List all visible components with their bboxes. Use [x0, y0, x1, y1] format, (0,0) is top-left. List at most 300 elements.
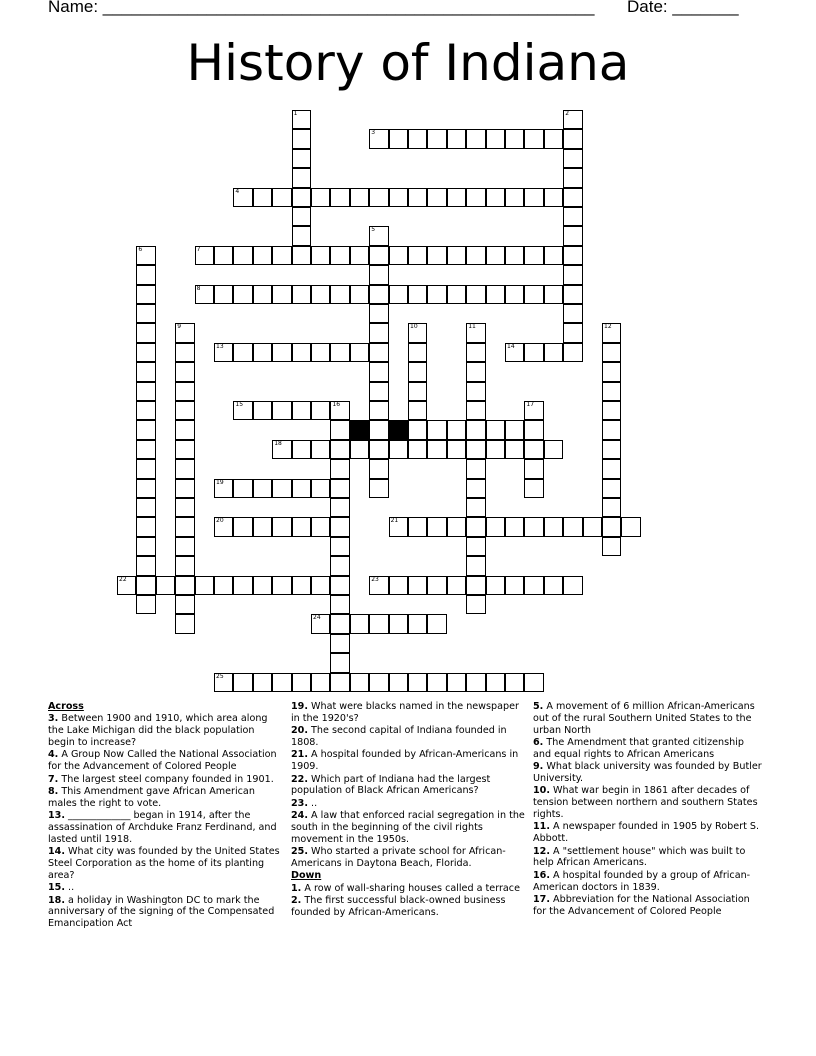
grid-cell[interactable]: [389, 246, 408, 265]
grid-cell[interactable]: [466, 576, 485, 595]
grid-cell[interactable]: [505, 440, 524, 459]
clue-text: A "settlement house" which was built to help African Americans.: [533, 845, 746, 869]
grid-cell[interactable]: [505, 420, 524, 439]
grid-cell[interactable]: [136, 343, 155, 362]
grid-cell[interactable]: [427, 440, 446, 459]
grid-cell[interactable]: [408, 614, 427, 633]
grid-cell[interactable]: [272, 285, 291, 304]
clue-number: 15: [235, 401, 244, 408]
clues-column-3: [533, 701, 765, 918]
grid-cell[interactable]: [350, 343, 369, 362]
clue-text: Abbreviation for the National Association for the Advancement of Colored People: [533, 893, 750, 917]
grid-cell[interactable]: [330, 498, 349, 517]
grid-cell[interactable]: [447, 576, 466, 595]
grid-cell[interactable]: [505, 576, 524, 595]
grid-cell[interactable]: [447, 285, 466, 304]
grid-cell[interactable]: [563, 226, 582, 245]
grid-cell[interactable]: [292, 149, 311, 168]
grid-cell[interactable]: [369, 420, 388, 439]
grid-cell[interactable]: [389, 440, 408, 459]
grid-cell[interactable]: [175, 323, 194, 342]
grid-cell[interactable]: [602, 537, 621, 556]
grid-cell[interactable]: [486, 420, 505, 439]
grid-cell[interactable]: [233, 401, 252, 420]
grid-cell[interactable]: [156, 576, 175, 595]
grid-cell[interactable]: [350, 246, 369, 265]
grid-cell[interactable]: [136, 595, 155, 614]
grid-cell[interactable]: [311, 479, 330, 498]
grid-cell[interactable]: [389, 576, 408, 595]
grid-cell[interactable]: [447, 246, 466, 265]
grid-cell[interactable]: [583, 517, 602, 536]
grid-cell[interactable]: [233, 188, 252, 207]
grid-cell[interactable]: [486, 576, 505, 595]
grid-cell[interactable]: [427, 420, 446, 439]
grid-cell[interactable]: [253, 517, 272, 536]
grid-cell[interactable]: [292, 401, 311, 420]
clue-number: 11: [468, 323, 476, 331]
grid-cell[interactable]: [427, 188, 446, 207]
grid-cell[interactable]: [175, 537, 194, 556]
grid-cell[interactable]: [447, 420, 466, 439]
grid-cell[interactable]: [524, 517, 543, 536]
grid-cell[interactable]: [369, 479, 388, 498]
grid-cell[interactable]: [369, 440, 388, 459]
grid-cell[interactable]: [563, 517, 582, 536]
grid-cell[interactable]: [175, 343, 194, 362]
grid-cell[interactable]: [466, 420, 485, 439]
grid-cell[interactable]: [466, 479, 485, 498]
grid-cell[interactable]: [427, 517, 446, 536]
grid-cell[interactable]: [214, 479, 233, 498]
grid-cell[interactable]: [466, 440, 485, 459]
clue-item: [533, 761, 765, 785]
grid-cell[interactable]: [427, 246, 446, 265]
grid-cell[interactable]: [505, 517, 524, 536]
grid-cell[interactable]: [214, 285, 233, 304]
grid-cell[interactable]: [466, 246, 485, 265]
grid-cell[interactable]: [233, 576, 252, 595]
grid-cell[interactable]: [330, 459, 349, 478]
grid-cell[interactable]: [330, 634, 349, 653]
grid-cell[interactable]: [195, 246, 214, 265]
grid-cell[interactable]: [505, 285, 524, 304]
grid-cell[interactable]: [292, 576, 311, 595]
grid-cell[interactable]: [524, 673, 543, 692]
grid-cell[interactable]: [195, 576, 214, 595]
grid-cell[interactable]: [136, 265, 155, 284]
grid-cell[interactable]: [466, 129, 485, 148]
grid-cell[interactable]: [311, 440, 330, 459]
grid-cell[interactable]: [486, 517, 505, 536]
grid-cell[interactable]: [253, 673, 272, 692]
grid-cell[interactable]: [292, 673, 311, 692]
grid-cell[interactable]: [563, 149, 582, 168]
grid-cell[interactable]: [544, 343, 563, 362]
grid-cell[interactable]: [447, 188, 466, 207]
grid-cell[interactable]: [524, 129, 543, 148]
grid-cell[interactable]: [427, 129, 446, 148]
grid-cell[interactable]: [272, 343, 291, 362]
grid-cell[interactable]: [544, 517, 563, 536]
grid-cell[interactable]: [466, 459, 485, 478]
grid-cell[interactable]: [602, 498, 621, 517]
grid-cell[interactable]: [175, 595, 194, 614]
grid-cell[interactable]: [602, 420, 621, 439]
grid-cell[interactable]: [233, 517, 252, 536]
grid-cell[interactable]: [233, 246, 252, 265]
grid-cell[interactable]: [389, 129, 408, 148]
grid-cell[interactable]: [389, 614, 408, 633]
grid-cell[interactable]: [602, 343, 621, 362]
grid-cell[interactable]: [505, 129, 524, 148]
grid-cell[interactable]: [369, 129, 388, 148]
grid-cell[interactable]: [253, 246, 272, 265]
grid-cell[interactable]: [369, 226, 388, 245]
grid-cell[interactable]: [563, 110, 582, 129]
grid-cell[interactable]: [272, 576, 291, 595]
grid-cell[interactable]: [175, 362, 194, 381]
clue-number: 2: [565, 110, 570, 117]
clue-text: What city was founded by the United States Steel Corporation as the home of its planting area?: [48, 846, 280, 881]
grid-cell[interactable]: [292, 129, 311, 148]
grid-cell[interactable]: [117, 576, 136, 595]
grid-cell[interactable]: [350, 440, 369, 459]
grid-cell[interactable]: [369, 304, 388, 323]
grid-cell[interactable]: [369, 246, 388, 265]
grid-cell[interactable]: [330, 285, 349, 304]
grid-cell[interactable]: [369, 323, 388, 342]
grid-cell[interactable]: [563, 207, 582, 226]
grid-cell[interactable]: [563, 129, 582, 148]
grid-cell[interactable]: [466, 323, 485, 342]
grid-cell[interactable]: [466, 285, 485, 304]
clue-text: What were blacks named in the newspaper in the 1920's?: [291, 701, 519, 724]
grid-cell[interactable]: [563, 576, 582, 595]
grid-cell[interactable]: [408, 129, 427, 148]
grid-cell[interactable]: [330, 614, 349, 633]
grid-cell[interactable]: [544, 285, 563, 304]
grid-cell[interactable]: [175, 382, 194, 401]
grid-cell[interactable]: [272, 517, 291, 536]
grid-cell[interactable]: [369, 285, 388, 304]
grid-cell[interactable]: [292, 207, 311, 226]
grid-cell[interactable]: [369, 401, 388, 420]
grid-cell[interactable]: [330, 653, 349, 672]
grid-cell[interactable]: [486, 440, 505, 459]
grid-cell[interactable]: [292, 479, 311, 498]
grid-cell[interactable]: [563, 304, 582, 323]
grid-cell[interactable]: [330, 343, 349, 362]
grid-cell[interactable]: [369, 343, 388, 362]
down-clue-list-continued: [533, 701, 765, 918]
grid-cell[interactable]: [563, 343, 582, 362]
clue-number: 21: [390, 517, 399, 525]
grid-cell[interactable]: [408, 246, 427, 265]
grid-cell[interactable]: [447, 440, 466, 459]
grid-cell[interactable]: [369, 614, 388, 633]
grid-cell[interactable]: [253, 188, 272, 207]
grid-cell[interactable]: [330, 420, 349, 439]
grid-cell[interactable]: [175, 479, 194, 498]
grid-cell[interactable]: [524, 188, 543, 207]
grid-cell[interactable]: [466, 382, 485, 401]
grid-cell[interactable]: [175, 459, 194, 478]
grid-cell[interactable]: [311, 246, 330, 265]
grid-cell[interactable]: [427, 614, 446, 633]
grid-cell[interactable]: [427, 285, 446, 304]
grid-cell[interactable]: [466, 537, 485, 556]
clue-number: 17: [526, 401, 535, 408]
grid-cell[interactable]: [524, 246, 543, 265]
grid-cell[interactable]: [524, 576, 543, 595]
grid-cell[interactable]: [408, 401, 427, 420]
grid-cell[interactable]: [292, 246, 311, 265]
grid-cell[interactable]: [214, 343, 233, 362]
grid-cell[interactable]: [369, 459, 388, 478]
grid-cell[interactable]: [563, 265, 582, 284]
grid-cell[interactable]: [253, 285, 272, 304]
grid-cell[interactable]: [175, 401, 194, 420]
grid-cell[interactable]: [195, 285, 214, 304]
grid-cell[interactable]: [466, 498, 485, 517]
grid-cell[interactable]: [408, 285, 427, 304]
grid-cell[interactable]: [389, 285, 408, 304]
grid-cell[interactable]: [136, 440, 155, 459]
clue-number: 18: [274, 439, 282, 447]
grid-cell[interactable]: [466, 556, 485, 575]
grid-cell[interactable]: [233, 673, 252, 692]
grid-cell[interactable]: [544, 246, 563, 265]
grid-cell[interactable]: [350, 614, 369, 633]
grid-cell[interactable]: [311, 673, 330, 692]
grid-cell[interactable]: [330, 595, 349, 614]
grid-cell[interactable]: [175, 517, 194, 536]
grid-cell[interactable]: [447, 673, 466, 692]
grid-cell[interactable]: [524, 459, 543, 478]
grid-cell[interactable]: [311, 285, 330, 304]
grid-cell[interactable]: [408, 323, 427, 342]
grid-cell[interactable]: [292, 285, 311, 304]
grid-cell[interactable]: [602, 459, 621, 478]
grid-cell[interactable]: [544, 440, 563, 459]
clue-number: 9: [177, 323, 182, 331]
grid-cell[interactable]: [272, 440, 291, 459]
grid-cell[interactable]: [466, 401, 485, 420]
clue-item: [48, 713, 280, 748]
grid-cell[interactable]: [175, 420, 194, 439]
grid-cell[interactable]: [621, 517, 640, 536]
grid-cell[interactable]: [427, 576, 446, 595]
grid-cell[interactable]: [544, 576, 563, 595]
grid-cell[interactable]: [311, 188, 330, 207]
grid-cell[interactable]: [447, 129, 466, 148]
grid-cell[interactable]: [214, 517, 233, 536]
grid-cell[interactable]: [505, 673, 524, 692]
grid-cell[interactable]: [330, 188, 349, 207]
grid-cell[interactable]: [136, 246, 155, 265]
grid-cell[interactable]: [311, 576, 330, 595]
grid-cell[interactable]: [486, 673, 505, 692]
grid-cell[interactable]: [389, 517, 408, 536]
grid-cell[interactable]: [466, 188, 485, 207]
grid-cell[interactable]: [524, 479, 543, 498]
grid-cell[interactable]: [136, 479, 155, 498]
grid-cell[interactable]: [563, 285, 582, 304]
grid-cell[interactable]: [602, 479, 621, 498]
grid-cell[interactable]: [136, 556, 155, 575]
clue-item: [533, 846, 765, 870]
grid-cell[interactable]: [466, 517, 485, 536]
grid-cell[interactable]: [330, 673, 349, 692]
grid-cell[interactable]: [136, 401, 155, 420]
grid-cell[interactable]: [486, 188, 505, 207]
grid-cell[interactable]: [544, 188, 563, 207]
grid-cell[interactable]: [524, 343, 543, 362]
grid-cell[interactable]: [330, 401, 349, 420]
grid-cell[interactable]: [136, 537, 155, 556]
grid-cell[interactable]: [233, 285, 252, 304]
grid-cell[interactable]: [524, 285, 543, 304]
clue-item: [48, 786, 280, 810]
grid-cell[interactable]: [214, 673, 233, 692]
clue-item: [48, 810, 280, 845]
grid-cell[interactable]: [350, 673, 369, 692]
grid-cell[interactable]: [175, 556, 194, 575]
grid-cell[interactable]: [292, 343, 311, 362]
grid-cell[interactable]: [292, 226, 311, 245]
grid-cell[interactable]: [214, 246, 233, 265]
grid-cell[interactable]: [408, 517, 427, 536]
grid-cell[interactable]: [136, 382, 155, 401]
grid-cell[interactable]: [505, 246, 524, 265]
grid-cell[interactable]: [602, 517, 621, 536]
grid-cell[interactable]: [253, 576, 272, 595]
grid-cell[interactable]: [272, 401, 291, 420]
grid-cell[interactable]: [408, 343, 427, 362]
grid-cell[interactable]: [408, 188, 427, 207]
grid-cell[interactable]: [466, 343, 485, 362]
grid-cell[interactable]: [214, 576, 233, 595]
grid-cell[interactable]: [311, 517, 330, 536]
grid-cell[interactable]: [505, 188, 524, 207]
grid-cell[interactable]: [175, 614, 194, 633]
grid-cell[interactable]: [408, 362, 427, 381]
grid-cell[interactable]: [486, 246, 505, 265]
grid-cell[interactable]: [233, 343, 252, 362]
grid-cell[interactable]: [311, 614, 330, 633]
grid-cell[interactable]: [272, 479, 291, 498]
grid-cell[interactable]: [330, 576, 349, 595]
grid-cell[interactable]: [292, 168, 311, 187]
grid-cell[interactable]: [136, 285, 155, 304]
grid-cell[interactable]: [136, 517, 155, 536]
grid-cell[interactable]: [486, 285, 505, 304]
grid-cell[interactable]: [272, 188, 291, 207]
grid-cell[interactable]: [292, 188, 311, 207]
grid-cell[interactable]: [466, 673, 485, 692]
grid-cell[interactable]: [602, 440, 621, 459]
grid-cell[interactable]: [292, 110, 311, 129]
grid-cell[interactable]: [408, 440, 427, 459]
grid-cell[interactable]: [602, 382, 621, 401]
grid-cell[interactable]: [136, 420, 155, 439]
grid-cell[interactable]: [427, 673, 446, 692]
grid-cell[interactable]: [369, 362, 388, 381]
grid-cell[interactable]: [505, 343, 524, 362]
grid-cell[interactable]: [389, 188, 408, 207]
grid-cell[interactable]: [369, 265, 388, 284]
grid-cell[interactable]: [311, 343, 330, 362]
grid-cell[interactable]: [136, 498, 155, 517]
grid-cell[interactable]: [466, 595, 485, 614]
grid-cell[interactable]: [524, 440, 543, 459]
grid-cell[interactable]: [330, 517, 349, 536]
grid-cell[interactable]: [602, 362, 621, 381]
grid-cell[interactable]: [524, 420, 543, 439]
grid-cell[interactable]: [330, 479, 349, 498]
grid-cell[interactable]: [408, 420, 427, 439]
grid-cell[interactable]: [524, 401, 543, 420]
grid-cell[interactable]: [563, 323, 582, 342]
grid-cell[interactable]: [175, 498, 194, 517]
grid-cell[interactable]: [369, 188, 388, 207]
grid-cell[interactable]: [447, 517, 466, 536]
grid-cell[interactable]: [253, 343, 272, 362]
grid-cell[interactable]: [253, 401, 272, 420]
grid-cell[interactable]: [486, 129, 505, 148]
clue-number-label: 24.: [291, 810, 308, 822]
grid-cell[interactable]: [292, 440, 311, 459]
grid-cell[interactable]: [136, 323, 155, 342]
grid-cell[interactable]: [136, 304, 155, 323]
grid-cell[interactable]: [330, 537, 349, 556]
grid-cell[interactable]: [253, 479, 272, 498]
grid-cell[interactable]: [544, 129, 563, 148]
grid-cell[interactable]: [136, 459, 155, 478]
date-field-label: Date: _______: [627, 0, 739, 16]
grid-cell[interactable]: [563, 188, 582, 207]
grid-cell[interactable]: [369, 576, 388, 595]
grid-cell[interactable]: [136, 576, 155, 595]
grid-cell[interactable]: [602, 323, 621, 342]
grid-cell[interactable]: [233, 479, 252, 498]
clue-number: 22: [119, 575, 127, 583]
grid-cell[interactable]: [311, 401, 330, 420]
grid-cell[interactable]: [175, 576, 194, 595]
grid-cell[interactable]: [563, 246, 582, 265]
grid-cell[interactable]: [330, 440, 349, 459]
grid-cell[interactable]: [408, 576, 427, 595]
grid-cell[interactable]: [369, 673, 388, 692]
grid-cell[interactable]: [350, 285, 369, 304]
grid-cell[interactable]: [389, 673, 408, 692]
grid-cell[interactable]: [602, 401, 621, 420]
grid-cell[interactable]: [350, 188, 369, 207]
grid-cell[interactable]: [466, 362, 485, 381]
grid-cell[interactable]: [330, 246, 349, 265]
grid-cell[interactable]: [408, 382, 427, 401]
grid-cell[interactable]: [272, 246, 291, 265]
grid-cell[interactable]: [136, 362, 155, 381]
grid-cell[interactable]: [330, 556, 349, 575]
grid-cell[interactable]: [272, 673, 291, 692]
grid-cell[interactable]: [175, 440, 194, 459]
grid-cell[interactable]: [369, 382, 388, 401]
grid-cell[interactable]: [563, 168, 582, 187]
grid-cell[interactable]: [408, 673, 427, 692]
grid-cell[interactable]: [292, 517, 311, 536]
